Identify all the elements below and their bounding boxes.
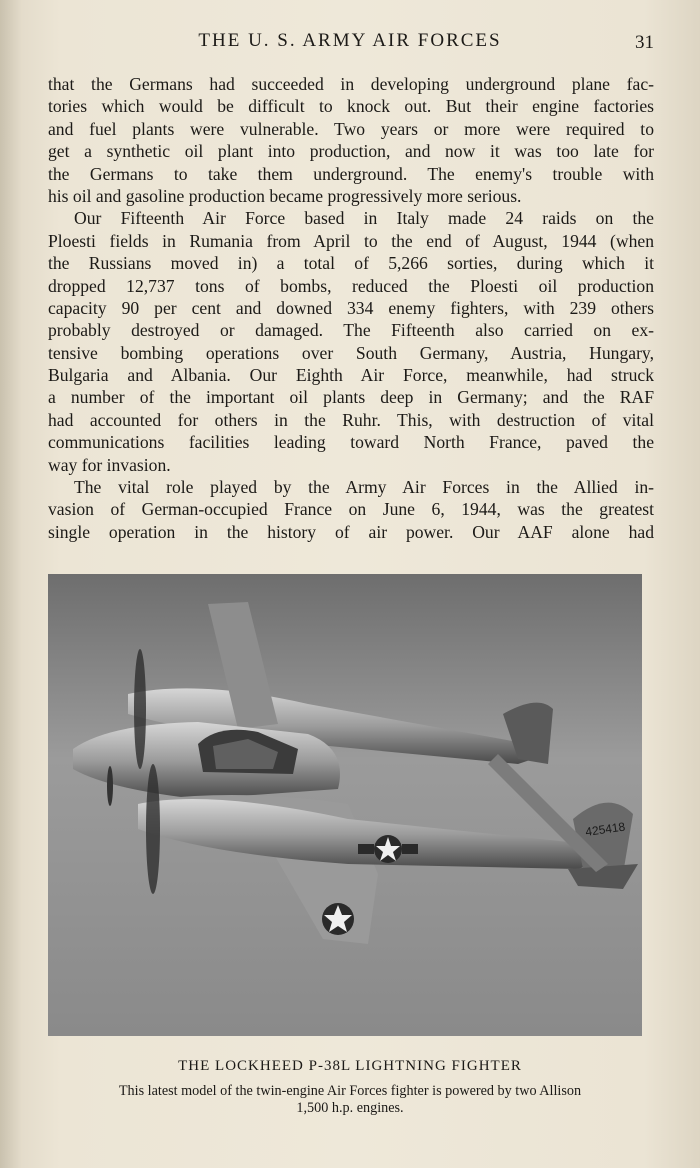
text-line: his oil and gasoline production became progressively more serious. [48, 185, 522, 206]
text-line: that the Germans had succeeded in developing underground plane fac- [48, 74, 654, 94]
aircraft-photo [48, 574, 642, 1036]
text-line: Our Fifteenth Air Force based in Italy made 24 raids on the [74, 208, 654, 229]
text-line: The vital role played by the Army Air Forces in the Allied in- [74, 477, 654, 498]
text-line: communications facilities leading toward North France, paved the [48, 432, 654, 453]
text-line: tensive bombing operations over South Germany, Austria, Hungary, [48, 342, 654, 363]
text-line: had accounted for others in the Ruhr. This, with destruction of vital [48, 409, 654, 430]
tail-number: 425418 [584, 819, 627, 839]
running-head: THE U. S. ARMY AIR FORCES [198, 30, 502, 51]
text-line: single operation in the history of air power. Our AAF alone had [48, 521, 654, 542]
text-line: way for invasion. [48, 454, 171, 475]
text-line: probably destroyed or damaged. The Fifteenth also carried on ex- [48, 320, 654, 341]
text-line: Ploesti fields in Rumania from April to the end of August, 1944 (when [48, 230, 654, 251]
caption-line: 1,500 h.p. engines. [296, 1100, 404, 1116]
caption-title: THE LOCKHEED P-38L LIGHTNING FIGHTER [178, 1058, 522, 1074]
page-header [0, 28, 700, 54]
text-line: the Germans to take them underground. The enemy's trouble with [48, 163, 654, 184]
text-line: vasion of German-occupied France on June 6, 1944, was the greatest [48, 499, 654, 520]
text-line: Bulgaria and Albania. Our Eighth Air Force, meanwhile, had struck [48, 365, 654, 386]
body-text [48, 73, 654, 543]
caption-text [40, 1083, 660, 1117]
text-line: tories which would be difficult to knock out. But their engine factories [48, 96, 654, 117]
wing-star-insignia [322, 903, 354, 935]
page-number: 31 [635, 32, 654, 53]
text-line: dropped 12,737 tons of bombs, reduced the Ploesti oil production [48, 275, 654, 296]
text-line: and fuel plants were vulnerable. Two years or more were required to [48, 118, 654, 139]
text-line: capacity 90 per cent and downed 334 enemy fighters, with 239 others [48, 297, 654, 318]
caption-line: This latest model of the twin-engine Air Forces fighter is powered by two Allison [118, 1083, 582, 1099]
p38-lightning-illustration [48, 574, 642, 1036]
text-line: get a synthetic oil plant into production, and now it was too late for [48, 141, 654, 162]
text-line: a number of the important oil plants deep in Germany; and the RAF [48, 387, 654, 408]
text-line: the Russians moved in) a total of 5,266 sorties, during which it [48, 253, 654, 274]
